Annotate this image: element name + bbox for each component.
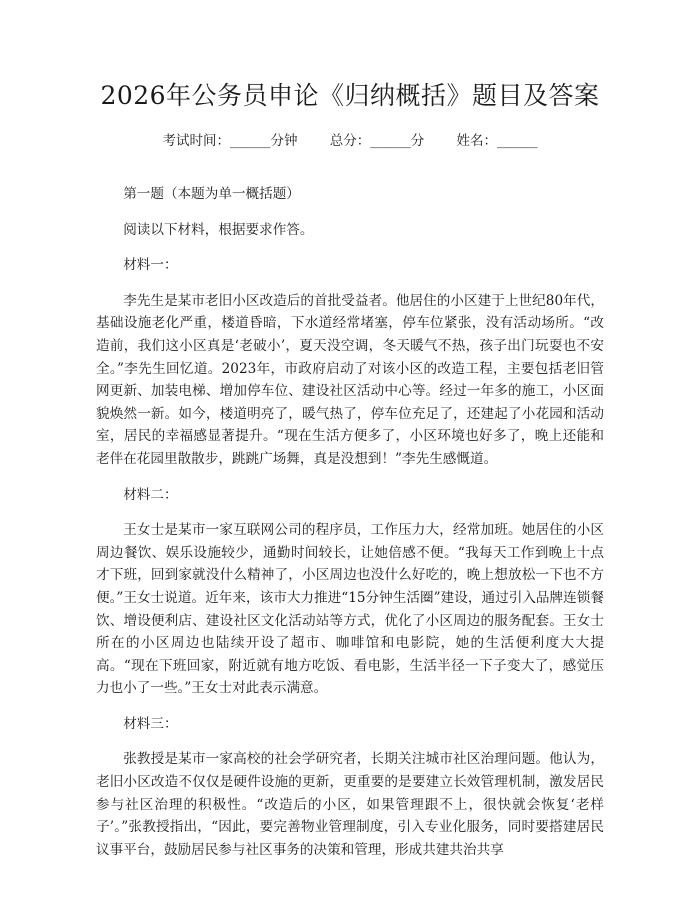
material-2-text: 王女士是某市一家互联网公司的程序员，工作压力大，经常加班。她居住的小区周边餐饮、娱乐设施较少，通勤时间较长，让她倍感不便。“我每天工作到晚上十点才下班，回到家就没什么精神了，小区周边也没什么好吃的，晚上想放松一下也不方便。”王女士说道。近年来，该市大力推进“15分钟生活圈”建设，通过引入品牌连锁餐饮、增设便利店、建设社区文化活动站等方式，优化了小区周边的服务配套。王女士所在的小区周边也陆续开设了超市、咖啡馆和电影院，她的生活便利度大大提高。“现在下班回家，附近就有地方吃饭、看电影，生活半径一下子变大了，感觉压力也小了一些。”王女士对此表示满意。 — [96, 522, 604, 697]
document-title: 2026年公务员申论《归纳概括》题目及答案 — [100, 81, 600, 110]
question-instruction: 阅读以下材料，根据要求作答。 — [123, 221, 314, 238]
document-body — [96, 183, 604, 874]
material-3-label: 材料三： — [123, 715, 178, 732]
material-1-text: 李先生是某市老旧小区改造后的首批受益者。他居住的小区建于上世纪80年代，基础设施老化严重，楼道昏暗，下水道经常堵塞，停车位紧张，没有活动场所。“改造前，我们这小区真是‘老破小’，夏天没空调，冬天暖气不热，孩子出门玩耍也不安全。”李先生回忆道。2023年，市政府启动了对该小区的改造工程，主要包括老旧管网更新、加装电梯、增加停车位、建设社区活动中心等。经过一年多的施工，小区面貌焕然一新。如今，楼道明亮了，暖气热了，停车位充足了，还建起了小花园和活动室，居民的幸福感显著提升。“现在生活方便多了，小区环境也好多了，晚上还能和老伴在花园里散散步，跳跳广场舞，真是没想到！”李先生感慨道。 — [96, 292, 604, 467]
exam-time: 考试时间：______分钟 — [162, 133, 298, 149]
exam-meta-line — [0, 130, 700, 152]
total-score: 总分：______分 — [329, 133, 425, 149]
material-1-label: 材料一： — [123, 257, 178, 274]
material-2-label: 材料二： — [123, 486, 178, 503]
material-3-text: 张教授是某市一家高校的社会学研究者，长期关注城市社区治理问题。他认为，老旧小区改造不仅仅是硬件设施的更新，更重要的是要建立长效管理机制，激发居民参与社区治理的积极性。“改造后的小区，如果管理跟不上，很快就会恢复‘老样子’。”张教授指出，“因此，要完善物业管理制度，引入专业化服务，同时要搭建居民议事平台，鼓励居民参与社区事务的决策和管理，形成共建共治共享 — [96, 751, 604, 858]
question-heading: 第一题（本题为单一概括题） — [123, 186, 300, 202]
student-name: 姓名：______ — [456, 133, 538, 149]
